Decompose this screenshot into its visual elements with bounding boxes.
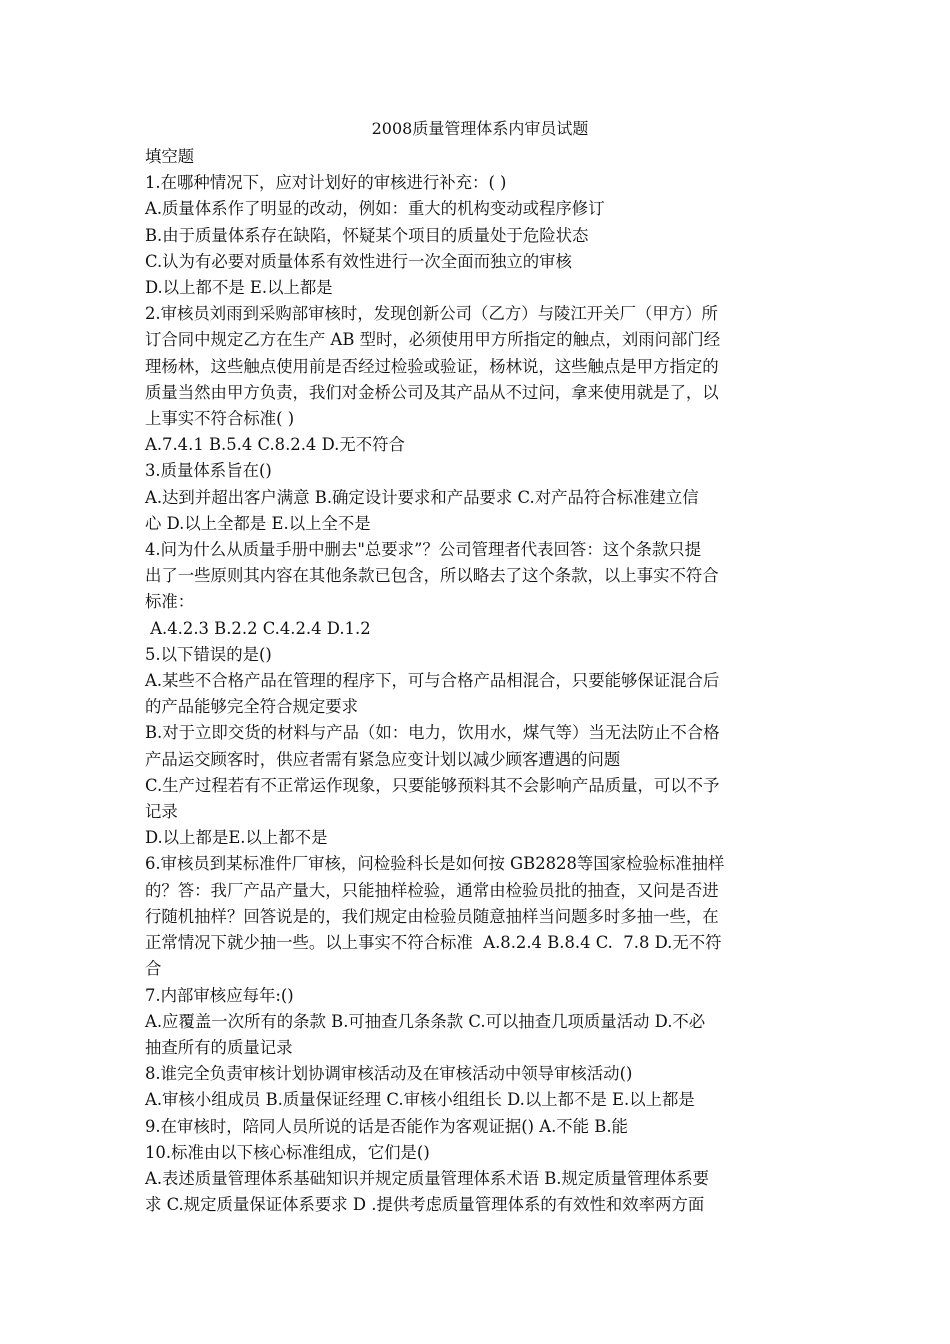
text-line: 1.在哪种情况下，应对计划好的审核进行补充：( ) xyxy=(145,173,507,193)
text-line: A.质量体系作了明显的改动，例如：重大的机构变动或程序修订 xyxy=(145,199,605,219)
text-line: 行随机抽样？回答说是的，我们规定由检验员随意抽样当问题多时多抽一些，在 xyxy=(145,906,719,926)
text-line: 6.审核员到某标准件厂审核，问检验科长是如何按 GB2828等国家检验标准抽样 xyxy=(145,854,725,874)
text-line: 8.谁完全负责审核计划协调审核活动及在审核活动中领导审核活动() xyxy=(145,1064,633,1084)
document-body xyxy=(145,144,815,1218)
text-line: 记录 xyxy=(145,802,178,822)
text-line: A.4.2.3 B.2.2 C.4.2.4 D.1.2 xyxy=(145,618,371,638)
text-line: B.对于立即交货的材料与产品（如：电力，饮用水，煤气等）当无法防止不合格 xyxy=(145,723,720,743)
text-line: A.7.4.1 B.5.4 C.8.2.4 D.无不符合 xyxy=(145,435,405,455)
text-line: 标准： xyxy=(145,592,195,612)
text-line: A.审核小组成员 B.质量保证经理 C.审核小组组长 D.以上都不是 E.以上都是 xyxy=(145,1090,695,1110)
text-line: B.由于质量体系存在缺陷，怀疑某个项目的质量处于危险状态 xyxy=(145,225,589,245)
text-line: 心 D.以上全都是 E.以上全不是 xyxy=(145,513,371,533)
text-line: 7.内部审核应每年:() xyxy=(145,985,294,1005)
text-line: A.应覆盖一次所有的条款 B.可抽查几条条款 C.可以抽查几项质量活动 D.不必 xyxy=(145,1011,706,1031)
text-line: 的产品能够完全符合规定要求 xyxy=(145,697,359,717)
text-line: 9.在审核时，陪同人员所说的话是否能作为客观证据() A.不能 B.能 xyxy=(145,1116,628,1136)
text-line: 4.问为什么从质量手册中删去"总要求”？公司管理者代表回答：这个条款只提 xyxy=(145,540,702,560)
text-line: 10.标准由以下核心标准组成，它们是() xyxy=(145,1142,430,1162)
text-line: 的？答：我厂产品产量大，只能抽样检验，通常由检验员批的抽查，又问是否进 xyxy=(145,880,719,900)
text-line: 填空题 xyxy=(145,147,195,166)
text-line: 5.以下错误的是() xyxy=(145,644,272,664)
document-page xyxy=(145,116,815,1218)
text-line: C.生产过程若有不正常运作现象，只要能够预料其不会影响产品质量，可以不予 xyxy=(145,775,720,795)
text-line: 求 C.规定质量保证体系要求 D .提供考虑质量管理体系的有效性和效率两方面 xyxy=(145,1195,705,1215)
text-line: 抽查所有的质量记录 xyxy=(145,1037,293,1057)
text-line: 订合同中规定乙方在生产 AB 型时，必须使用甲方所指定的触点，刘雨问部门经 xyxy=(145,330,721,350)
text-line: 2.审核员刘雨到采购部审核时，发现创新公司（乙方）与陵江开关厂（甲方）所 xyxy=(145,304,718,324)
text-line: 3.质量体系旨在() xyxy=(145,461,272,481)
text-line: 上事实不符合标准( ) xyxy=(145,409,295,429)
text-line: C.认为有必要对质量体系有效性进行一次全面而独立的审核 xyxy=(145,251,572,271)
text-line: D.以上都是E.以上都不是 xyxy=(145,828,328,848)
text-line: 正常情况下就少抽一些。以上事实不符合标准 A.8.2.4 B.8.4 C. 7.8 D.无不符 xyxy=(145,933,722,953)
text-line: 产品运交顾客时，供应者需有紧急应变计划以减少顾客遭遇的问题 xyxy=(145,749,621,769)
document-title: 2008质量管理体系内审员试题 xyxy=(371,119,589,138)
text-line: 理杨林，这些触点使用前是否经过检验或验证，杨林说，这些触点是甲方指定的 xyxy=(145,356,719,376)
text-line: D.以上都不是 E.以上都是 xyxy=(145,278,333,298)
text-line: A.某些不合格产品在管理的程序下，可与合格产品相混合，只要能够保证混合后 xyxy=(145,671,720,691)
text-line: 出了一些原则其内容在其他条款已包含，所以略去了这个条款，以上事实不符合 xyxy=(145,566,719,586)
text-line: 合 xyxy=(145,959,162,979)
text-line: A.表述质量管理体系基础知识并规定质量管理体系术语 B.规定质量管理体系要 xyxy=(145,1168,710,1188)
text-line: A.达到并超出客户满意 B.确定设计要求和产品要求 C.对产品符合标准建立信 xyxy=(145,487,699,507)
text-line: 质量当然由甲方负责，我们对金桥公司及其产品从不过问，拿来使用就是了，以 xyxy=(145,382,719,402)
